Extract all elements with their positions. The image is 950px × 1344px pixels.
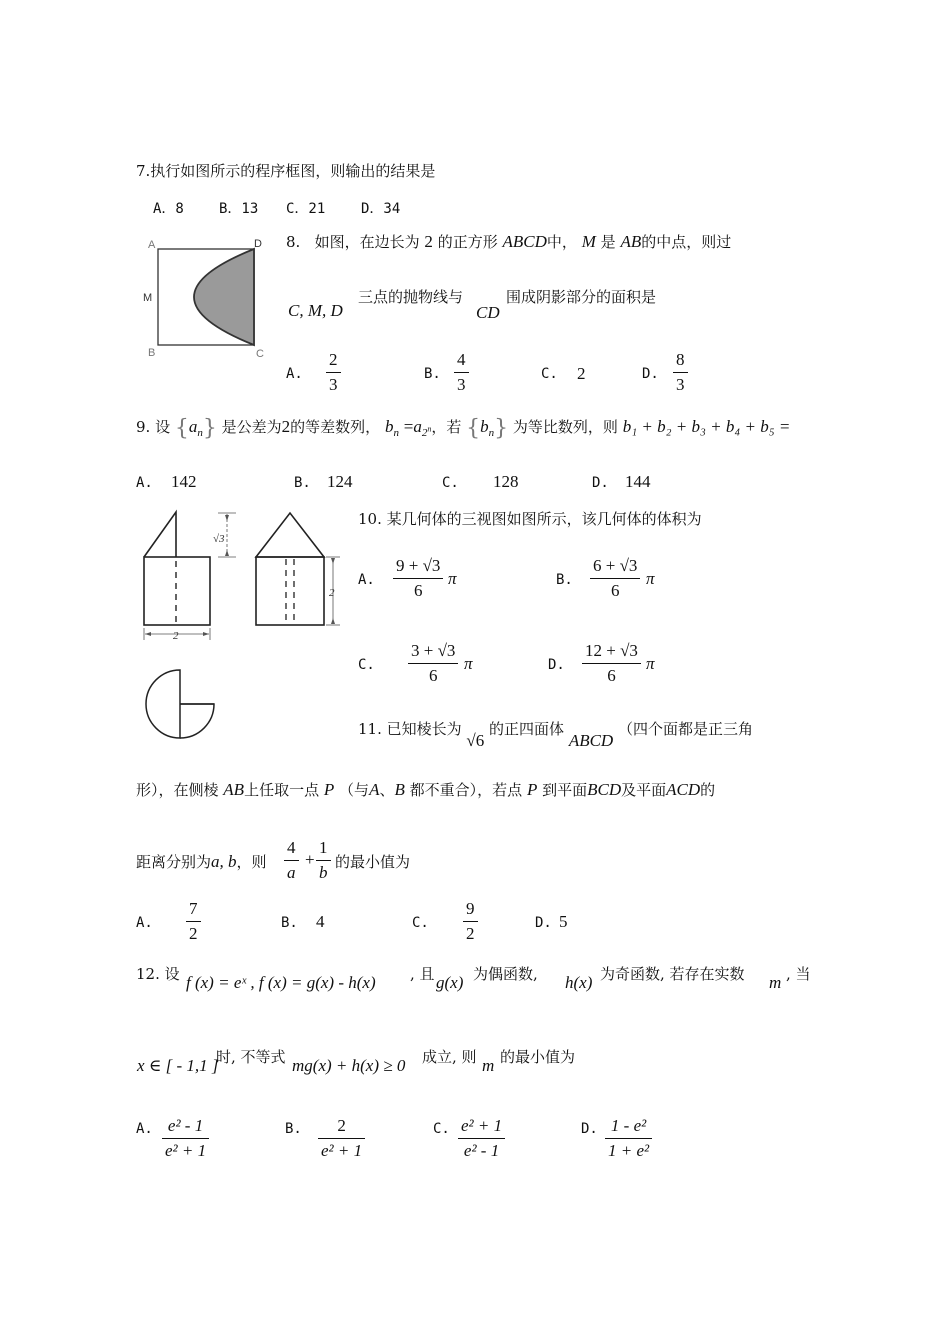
q8-stem-line1 bbox=[286, 231, 731, 252]
q11-option-d-letter: D. bbox=[535, 915, 552, 931]
q11-option-c-den: 2 bbox=[466, 924, 475, 943]
q12-line2-b: 成立, 则 bbox=[422, 1048, 477, 1066]
q11-line2-h: 的 bbox=[700, 781, 716, 799]
q8-fig-label-c: C bbox=[256, 348, 264, 360]
q11-stem-line2 bbox=[136, 779, 715, 800]
q11-ab: AB bbox=[223, 780, 245, 799]
q11-line3-b: ，则 bbox=[236, 853, 267, 871]
q12-option-d-den: 1 + e² bbox=[608, 1141, 650, 1160]
q10-option-d-den: 6 bbox=[607, 666, 616, 685]
q9-bn-2: b bbox=[480, 417, 489, 436]
q10-option-c-letter: C. bbox=[358, 657, 375, 673]
q10-option-b-num: 6 + √3 bbox=[593, 556, 638, 575]
q11-line2-d: 、 bbox=[379, 781, 395, 799]
q8-fig-label-b: B bbox=[148, 347, 156, 359]
q11-line2-g: 及平面 bbox=[621, 781, 667, 799]
q11-line2-b: 上任取一点 bbox=[244, 781, 320, 799]
q12-option-c-num: e² + 1 bbox=[461, 1116, 503, 1135]
q12-m: m bbox=[769, 973, 782, 992]
q12-option-b-letter: B. bbox=[285, 1121, 302, 1137]
q9-option-b-letter: B. bbox=[294, 475, 311, 491]
q11-bcd: BCD bbox=[587, 780, 622, 799]
q12-stem-d: 为奇函数, 若存在实数 bbox=[600, 965, 745, 983]
q11-tet: ABCD bbox=[568, 731, 614, 750]
q12-option-d-fraction bbox=[605, 1116, 652, 1161]
q12-gx: g(x) bbox=[436, 973, 464, 992]
q9-bn-sub: n bbox=[393, 427, 399, 439]
q8-option-b-fraction bbox=[454, 350, 469, 395]
q9-text-a: 9. 设 bbox=[136, 418, 171, 436]
q10-fig-width-label: 2 bbox=[173, 630, 179, 642]
q7-option-c: C．21 bbox=[286, 201, 326, 217]
q11-option-c-letter: C. bbox=[412, 915, 429, 931]
q9-option-c-value: 128 bbox=[493, 472, 519, 491]
q8-side: 2 bbox=[424, 232, 433, 251]
q7-option-b: B．13 bbox=[219, 201, 259, 217]
q12-domain: x ∈ [ - 1,1 ] bbox=[137, 1056, 219, 1075]
q11-option-a-letter: A. bbox=[136, 915, 153, 931]
q10-option-c-fraction bbox=[408, 641, 458, 686]
q8-text-f: 三点的抛物线与 bbox=[358, 288, 464, 306]
q8-option-a-letter: A. bbox=[286, 366, 303, 382]
q11-p2: P bbox=[526, 780, 538, 799]
q10-option-a-fraction bbox=[393, 556, 443, 601]
q11-f1-den: a bbox=[287, 863, 296, 882]
q8-fig-label-d: D bbox=[254, 238, 262, 250]
q11-line2-f: 到平面 bbox=[542, 781, 588, 799]
q9-option-b-value: 124 bbox=[327, 472, 353, 491]
q8-text-b: 的正方形 bbox=[437, 233, 498, 251]
q11-option-b-value: 4 bbox=[316, 912, 325, 931]
q10-option-d-pi: π bbox=[646, 654, 655, 673]
q11-line2-a: 形），在侧棱 bbox=[136, 781, 219, 799]
q11-f2-den: b bbox=[319, 863, 328, 882]
q11-a: A bbox=[369, 780, 380, 799]
q12-option-b-fraction bbox=[318, 1116, 365, 1161]
q11-f2-num: 1 bbox=[319, 838, 328, 857]
q11-option-c-num: 9 bbox=[466, 899, 475, 918]
q9-a2-sub: 2 bbox=[421, 427, 428, 439]
q10-option-d-num: 12 + √3 bbox=[585, 641, 638, 660]
q8-number: 8. bbox=[286, 233, 301, 251]
q12-stem-e: , 当 bbox=[786, 965, 811, 983]
q10-three-view-figure bbox=[136, 506, 351, 746]
q10-stem: 10. 某几何体的三视图如图所示，该几何体的体积为 bbox=[358, 510, 702, 528]
q11-plus: + bbox=[305, 850, 315, 869]
q12-fx: f (x) = eˣ , f (x) = g(x) - h(x) bbox=[186, 973, 376, 992]
q12-stem-a: 12. 设 bbox=[136, 965, 180, 983]
q9-bn-2-sub: n bbox=[488, 427, 495, 439]
q11-line2-c: （与 bbox=[339, 781, 370, 799]
q8-option-a-num: 2 bbox=[329, 350, 338, 369]
q12-hx: h(x) bbox=[565, 973, 593, 992]
q10-option-c-pi: π bbox=[464, 654, 473, 673]
q11-frac-4a bbox=[284, 838, 299, 883]
q11-f1-num: 4 bbox=[287, 838, 296, 857]
q8-points: C, M, D bbox=[288, 301, 343, 320]
q11-text-b: 的正四面体 bbox=[489, 720, 565, 738]
q11-text-a: 11. 已知棱长为 bbox=[358, 720, 462, 738]
q10-option-a-den: 6 bbox=[413, 581, 423, 600]
q9-text-b: 是公差为 bbox=[221, 418, 282, 436]
q11-option-c-fraction bbox=[463, 899, 478, 944]
q9-option-d-letter: D. bbox=[592, 475, 609, 491]
q11-line3-a bbox=[136, 851, 267, 872]
q7-stem: 7.执行如图所示的程序框图，则输出的结果是 bbox=[136, 162, 436, 180]
q10-option-c-num: 3 + √3 bbox=[411, 641, 456, 660]
q8-square: ABCD bbox=[502, 232, 547, 251]
q12-option-d-num: 1 - e² bbox=[610, 1116, 647, 1135]
q11-option-a-num: 7 bbox=[189, 899, 198, 918]
q10-option-a-pi: π bbox=[448, 569, 457, 588]
q11-option-d-value: 5 bbox=[559, 912, 568, 931]
q10-option-a-num: 9 + √3 bbox=[396, 556, 441, 575]
q8-option-a-fraction bbox=[326, 350, 341, 395]
q11-frac-1b bbox=[316, 838, 331, 883]
q10-fig-height-label: √3 bbox=[213, 533, 225, 545]
q8-text-a: 如图，在边长为 bbox=[314, 233, 420, 251]
q12-option-d-letter: D. bbox=[581, 1121, 598, 1137]
q11-stem-line1 bbox=[358, 718, 754, 750]
q9-stem: 9. 设 $\{a_n\}$ 是公差为2的等差数列， $b_n =a_{2^n}$，若 $\{b_n\}$ 为等比数列，则 b₁ + b₂ + b₃ + b₄ + b₅ = bbox=[136, 416, 791, 441]
q9-an: a bbox=[188, 417, 198, 436]
q11-line3-c: 的最小值为 bbox=[335, 853, 411, 871]
q9-d: 2 bbox=[281, 417, 291, 436]
q10-option-a-letter: A. bbox=[358, 572, 375, 588]
q10-option-d-letter: D. bbox=[548, 657, 565, 673]
q10-fig-side-label: 2 bbox=[329, 587, 335, 599]
q8-option-b-num: 4 bbox=[457, 350, 466, 369]
q8-parabola-figure bbox=[140, 236, 270, 366]
q7-option-d: D．34 bbox=[361, 201, 401, 217]
q9-eq: = bbox=[403, 417, 414, 436]
q8-m: M bbox=[581, 232, 596, 251]
q9-text-c: 的等差数列， bbox=[290, 418, 381, 436]
q12-option-a-fraction bbox=[162, 1116, 209, 1161]
q8-option-d-fraction bbox=[673, 350, 688, 395]
q8-ab: AB bbox=[620, 232, 642, 251]
q9-text-d: ，若 bbox=[431, 418, 462, 436]
q7-option-a: A．8 bbox=[153, 201, 184, 217]
q12-line2-c: 的最小值为 bbox=[500, 1048, 576, 1066]
q8-text-e: 的中点，则过 bbox=[641, 233, 732, 251]
q9-option-c-letter: C. bbox=[442, 475, 459, 491]
q12-option-c-fraction bbox=[458, 1116, 505, 1161]
q11-edge: √6 bbox=[466, 731, 485, 750]
q8-option-a-den: 3 bbox=[329, 375, 338, 394]
q12-option-a-num: e² - 1 bbox=[167, 1116, 204, 1135]
q9-an-sub: n bbox=[197, 427, 203, 439]
q12-line2-a: 时, 不等式 bbox=[216, 1048, 286, 1066]
q9-option-d-value: 144 bbox=[625, 472, 651, 491]
q8-text-c: 中， bbox=[546, 233, 577, 251]
q8-option-b-den: 3 bbox=[457, 375, 466, 394]
q9-sum: b₁ + b₂ + b₃ + b₄ + b₅ = bbox=[622, 417, 791, 436]
q11-option-a-den: 2 bbox=[189, 924, 198, 943]
q8-text-g: 围成阴影部分的面积是 bbox=[506, 288, 657, 306]
q11-text-c: （四个面都是正三角 bbox=[618, 720, 754, 738]
q8-option-c-value: 2 bbox=[577, 364, 586, 383]
q12-m2: m bbox=[482, 1056, 495, 1075]
q9-a2-sup: n bbox=[427, 424, 432, 434]
q9-text-e: 为等比数列，则 bbox=[512, 418, 618, 436]
q12-inequality: mg(x) + h(x) ≥ 0 bbox=[292, 1056, 406, 1075]
q12-option-b-num: 2 bbox=[337, 1116, 346, 1135]
q11-option-a-fraction bbox=[186, 899, 201, 944]
q9-bn: b bbox=[384, 417, 394, 436]
q12-stem-b: , 且 bbox=[410, 965, 435, 983]
q12-option-b-den: e² + 1 bbox=[321, 1141, 363, 1160]
q8-option-d-num: 8 bbox=[676, 350, 685, 369]
q8-fig-label-a: A bbox=[148, 239, 156, 251]
q10-option-b-pi: π bbox=[646, 569, 655, 588]
q9-a2: a bbox=[413, 417, 422, 436]
q8-option-d-den: 3 bbox=[676, 375, 685, 394]
q12-option-a-letter: A. bbox=[136, 1121, 153, 1137]
q12-stem-c: 为偶函数, bbox=[473, 965, 538, 983]
q10-option-b-letter: B. bbox=[556, 572, 573, 588]
q11-p: P bbox=[323, 780, 335, 799]
q9-option-a-letter: A. bbox=[136, 475, 153, 491]
q11-ab-vars: a, b bbox=[211, 852, 237, 871]
q8-fig-label-m: M bbox=[143, 292, 153, 304]
q10-option-b-den: 6 bbox=[610, 581, 620, 600]
q10-option-c-den: 6 bbox=[428, 666, 438, 685]
q12-option-a-den: e² + 1 bbox=[165, 1141, 207, 1160]
q11-b: B bbox=[394, 780, 405, 799]
q8-option-d-letter: D. bbox=[642, 366, 659, 382]
q9-option-a-value: 142 bbox=[171, 472, 197, 491]
q11-line3-text: 距离分别为 bbox=[136, 853, 212, 871]
q8-cd: CD bbox=[476, 303, 500, 322]
q8-text-d: 是 bbox=[600, 233, 616, 251]
q12-option-c-den: e² - 1 bbox=[463, 1141, 500, 1160]
q11-option-b-letter: B. bbox=[281, 915, 298, 931]
q8-option-b-letter: B. bbox=[424, 366, 441, 382]
q10-option-d-fraction bbox=[582, 641, 641, 686]
q10-option-b-fraction bbox=[590, 556, 640, 601]
q11-acd: ACD bbox=[666, 780, 701, 799]
q8-option-c-letter: C. bbox=[541, 366, 558, 382]
q11-line2-e: 都不重合），若点 bbox=[409, 781, 523, 799]
q12-option-c-letter: C. bbox=[433, 1121, 450, 1137]
